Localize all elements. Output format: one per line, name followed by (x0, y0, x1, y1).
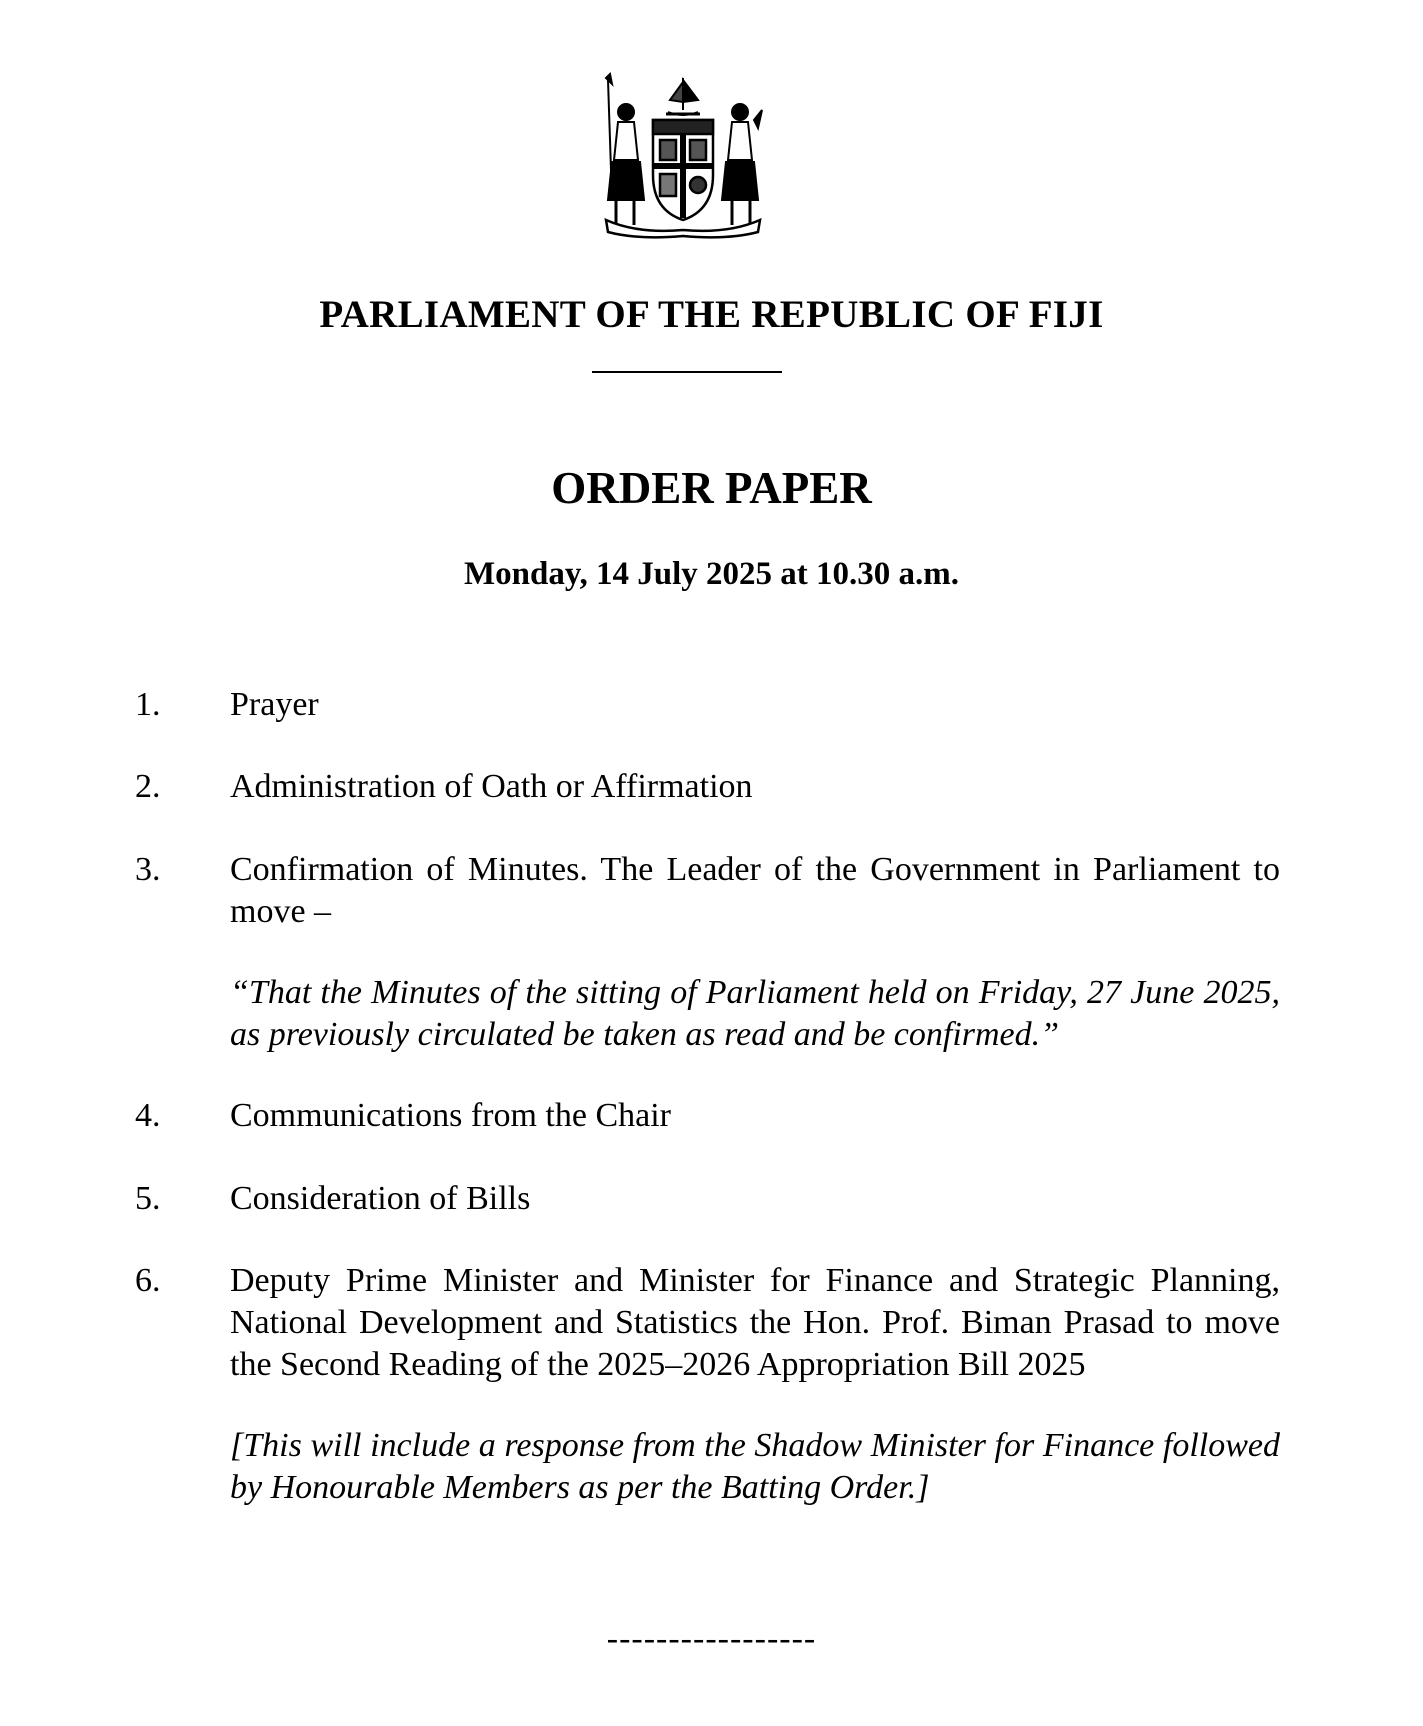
item-text: Administration of Oath or Affirmation (230, 768, 753, 805)
sitting-date: Monday, 14 July 2025 at 10.30 a.m. (463, 556, 960, 592)
item-number: 6. (135, 1262, 161, 1299)
item-text: Deputy Prime Minister and Minister for Finance and Strategic Planning, National Development and Statistics the Hon. Prof. Biman Prasad to move the Second Reading of the 2025–2026 Appropriation Bill 2025 (230, 1262, 1280, 1383)
left-supporter (606, 74, 644, 225)
item-text: Consideration of Bills (230, 1180, 531, 1217)
item-number: 3. (135, 851, 161, 888)
minutes-motion-quote: “That the Minutes of the sitting of Parliament held on Friday, 27 June 2025, as previously circulated be taken as read and be confirmed.” (230, 974, 1280, 1053)
motto-scroll (606, 220, 760, 237)
item-number: 1. (135, 686, 161, 723)
item-number: 5. (135, 1180, 161, 1217)
item-text: Prayer (230, 686, 319, 723)
item-text: Communications from the Chair (230, 1097, 671, 1134)
parliament-title: PARLIAMENT OF THE REPUBLIC OF FIJI (319, 293, 1104, 336)
item-text: Confirmation of Minutes. The Leader of the Government in Parliament to move – (230, 851, 1280, 930)
shield (653, 120, 713, 220)
fiji-coat-of-arms-icon (598, 70, 768, 240)
item-number: 2. (135, 768, 161, 805)
item-number: 4. (135, 1097, 161, 1134)
order-paper-title: ORDER PAPER (551, 463, 872, 513)
title-divider (592, 371, 782, 373)
right-supporter (722, 104, 762, 225)
batting-order-note: [This will include a response from the Shadow Minister for Finance followed by Honourable Members as per the Batting Order.] (230, 1427, 1280, 1506)
end-marker: ----------------- (606, 1620, 817, 1657)
canoe-crest (666, 78, 700, 115)
